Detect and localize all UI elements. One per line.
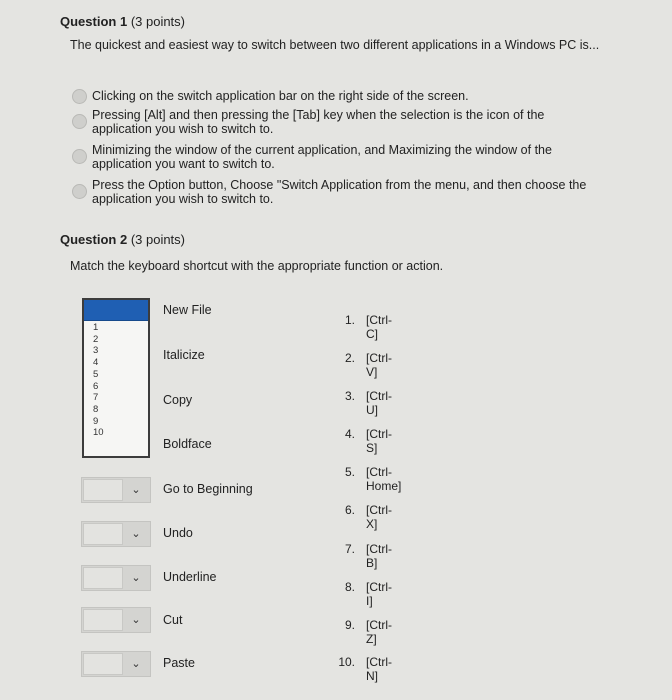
answer-shortcut: [Ctrl-C] [366, 313, 392, 341]
q1-points: (3 points) [130, 14, 186, 29]
listbox-selected-row[interactable] [84, 300, 148, 321]
q2-heading [60, 232, 185, 247]
term-new-file: New File [163, 303, 212, 317]
dropdown-value[interactable] [83, 567, 123, 589]
answer-shortcut: [Ctrl-V] [366, 351, 392, 379]
match-listbox[interactable] [82, 298, 150, 458]
answer-number: 8. [344, 580, 355, 594]
chevron-down-icon[interactable]: ⌄ [131, 484, 141, 496]
term-paste: Paste [163, 656, 195, 670]
answer-shortcut: [Ctrl-X] [366, 503, 392, 531]
answer-shortcut: [Ctrl-I] [366, 580, 392, 608]
dropdown-value[interactable] [83, 653, 123, 675]
answer-shortcut: [Ctrl-Home] [366, 465, 402, 493]
answer-number: 5. [344, 465, 355, 479]
answer-number: 4. [344, 427, 355, 441]
dropdown-value[interactable] [83, 479, 123, 501]
q1-prompt: The quickest and easiest way to switch between two different applications in a Windows PC is... [70, 38, 600, 52]
answer-shortcut: [Ctrl-N] [366, 655, 392, 683]
term-undo: Undo [163, 526, 193, 540]
dropdown-value[interactable] [83, 609, 123, 631]
match-dropdown-underline[interactable] [81, 565, 151, 591]
chevron-down-icon[interactable]: ⌄ [131, 614, 141, 626]
radio-button[interactable] [72, 114, 87, 129]
answer-number: 1. [344, 313, 355, 327]
listbox-option[interactable]: 8 [93, 403, 99, 415]
answer-shortcut: [Ctrl-U] [366, 389, 392, 417]
radio-button[interactable] [72, 89, 87, 104]
term-go-to-beginning: Go to Beginning [163, 482, 253, 496]
answer-shortcut: [Ctrl-S] [366, 427, 392, 455]
answer-number: 2. [344, 351, 355, 365]
answer-number: 6. [344, 503, 355, 517]
match-dropdown-go-to-beginning[interactable] [81, 477, 151, 503]
q1-option-1-text: Clicking on the switch application bar on the right side of the screen. [92, 89, 469, 103]
chevron-down-icon[interactable]: ⌄ [131, 528, 141, 540]
q1-option-4-text: Press the Option button, Choose "Switch Application from the menu, and then choose the application you wish to switch to. [92, 178, 587, 206]
radio-button[interactable] [72, 184, 87, 199]
answer-number: 7. [344, 542, 355, 556]
dropdown-value[interactable] [83, 523, 123, 545]
answer-number: 3. [344, 389, 355, 403]
q2-points: (3 points) [130, 232, 186, 247]
listbox-option[interactable]: 10 [93, 427, 104, 439]
answer-shortcut: [Ctrl-Z] [366, 618, 392, 646]
listbox-option[interactable]: 3 [93, 345, 99, 357]
match-dropdown-undo[interactable] [81, 521, 151, 547]
q1-option-3-text: Minimizing the window of the current application, and Maximizing the window of the application you want to switch to. [92, 143, 552, 171]
listbox-option[interactable]: 9 [93, 415, 99, 427]
listbox-option[interactable]: 5 [93, 368, 99, 380]
term-boldface: Boldface [163, 437, 212, 451]
q1-option-2-text: Pressing [Alt] and then pressing the [Tab] key when the selection is the icon of the application you wish to switch to. [92, 108, 545, 136]
term-underline: Underline [163, 570, 217, 584]
term-cut: Cut [163, 613, 183, 627]
q1-title: Question 1 [60, 14, 128, 29]
listbox-option[interactable]: 7 [93, 392, 99, 404]
q1-heading [60, 14, 185, 29]
match-dropdown-paste[interactable] [81, 651, 151, 677]
chevron-down-icon[interactable]: ⌄ [131, 572, 141, 584]
term-copy: Copy [163, 393, 193, 407]
q2-title: Question 2 [60, 232, 128, 247]
answer-number: 10. [338, 655, 355, 669]
answer-number: 9. [344, 618, 355, 632]
listbox-option[interactable]: 6 [93, 380, 99, 392]
listbox-option[interactable]: 1 [93, 322, 99, 333]
listbox-option[interactable]: 2 [93, 333, 99, 345]
match-dropdown-cut[interactable] [81, 607, 151, 633]
term-italicize: Italicize [163, 348, 205, 362]
chevron-down-icon[interactable]: ⌄ [131, 658, 141, 670]
radio-button[interactable] [72, 149, 87, 164]
answer-shortcut: [Ctrl-B] [366, 542, 392, 570]
q2-prompt: Match the keyboard shortcut with the appropriate function or action. [70, 259, 444, 273]
listbox-option[interactable]: 4 [93, 357, 99, 369]
